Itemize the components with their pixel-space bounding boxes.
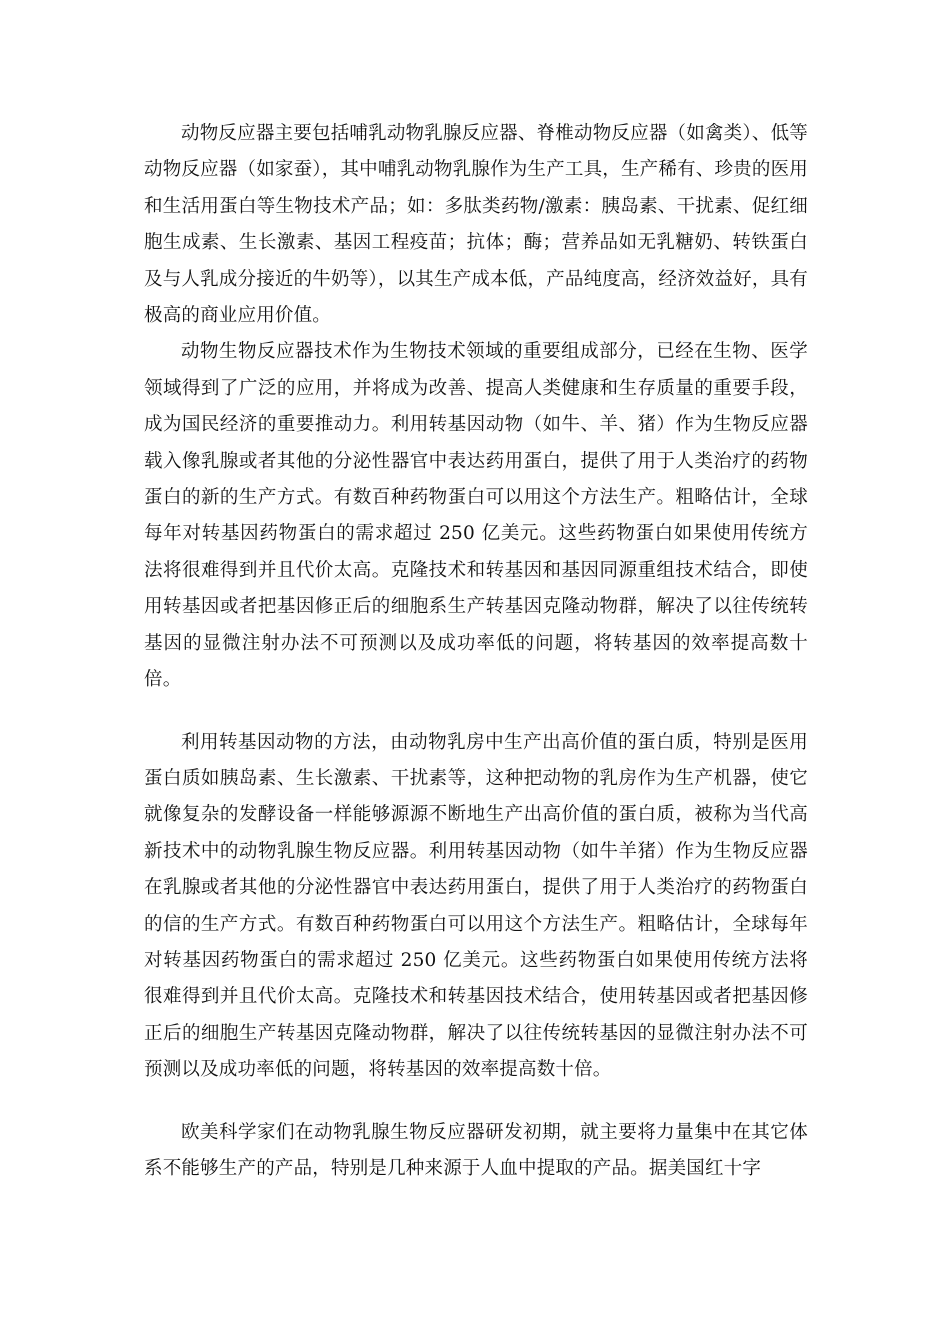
paragraph-1: 动物反应器主要包括哺乳动物乳腺反应器、脊椎动物反应器（如禽类）、低等动物反应器（如家蚕），其中哺乳动物乳腺作为生产工具，生产稀有、珍贵的医用和生活用蛋白等生物技术产品；如：多肽类药物/激素：胰岛素、干扰素、促红细胞生成素、生长激素、基因工程疫苗；抗体；酶；营养品如无乳糖奶、转铁蛋白及与人乳成分接近的牛奶等），以其生产成本低，产品纯度高，经济效益好，具有极高的商业应用价值。 [144,123,808,327]
paragraph-2: 动物生物反应器技术作为生物技术领域的重要组成部分，已经在生物、医学领域得到了广泛的应用，并将成为改善、提高人类健康和生存质量的重要手段，成为国民经济的重要推动力。利用转基因动物（如牛、羊、猪）作为生物反应器载入像乳腺或者其他的分泌性器官中表达药用蛋白，提供了用于人类治疗的药物蛋白的新的生产方式。有数百种药物蛋白可以用这个方法生产。粗略估计，全球每年对转基因药物蛋白的需求超过 250 亿美元。这些药物蛋白如果使用传统方法将很难得到并且代价太高。克隆技术和转基因和基因同源重组技术结合，即使用转基因或者把基因修正后的细胞系生产转基因克隆动物群，解决了以往传统转基因的显微注射办法不可预测以及成功率低的问题，将转基因的效率提高数十倍。 [144,341,808,691]
paragraph-3: 利用转基因动物的方法，由动物乳房中生产出高价值的蛋白质，特别是医用蛋白质如胰岛素、生长激素、干扰素等，这种把动物的乳房作为生产机器，使它就像复杂的发酵设备一样能够源源不断地生产出高价值的蛋白质，被称为当代高新技术中的动物乳腺生物反应器。利用转基因动物（如牛羊猪）作为生物反应器在乳腺或者其他的分泌性器官中表达药用蛋白，提供了用于人类治疗的药物蛋白的信的生产方式。有数百种药物蛋白可以用这个方法生产。粗略估计，全球每年对转基因药物蛋白的需求超过 250 亿美元。这些药物蛋白如果使用传统方法将很难得到并且代价太高。克隆技术和转基因技术结合，使用转基因或者把基因修正后的细胞生产转基因克隆动物群，解决了以往传统转基因的显微注射办法不可预测以及成功率低的问题，将转基因的效率提高数十倍。 [144,731,808,1081]
document-body [144,116,808,1187]
paragraph-4: 欧美科学家们在动物乳腺生物反应器研发初期，就主要将力量集中在其它体系不能够生产的产品，特别是几种来源于人血中提取的产品。据美国红十字 [144,1121,808,1179]
